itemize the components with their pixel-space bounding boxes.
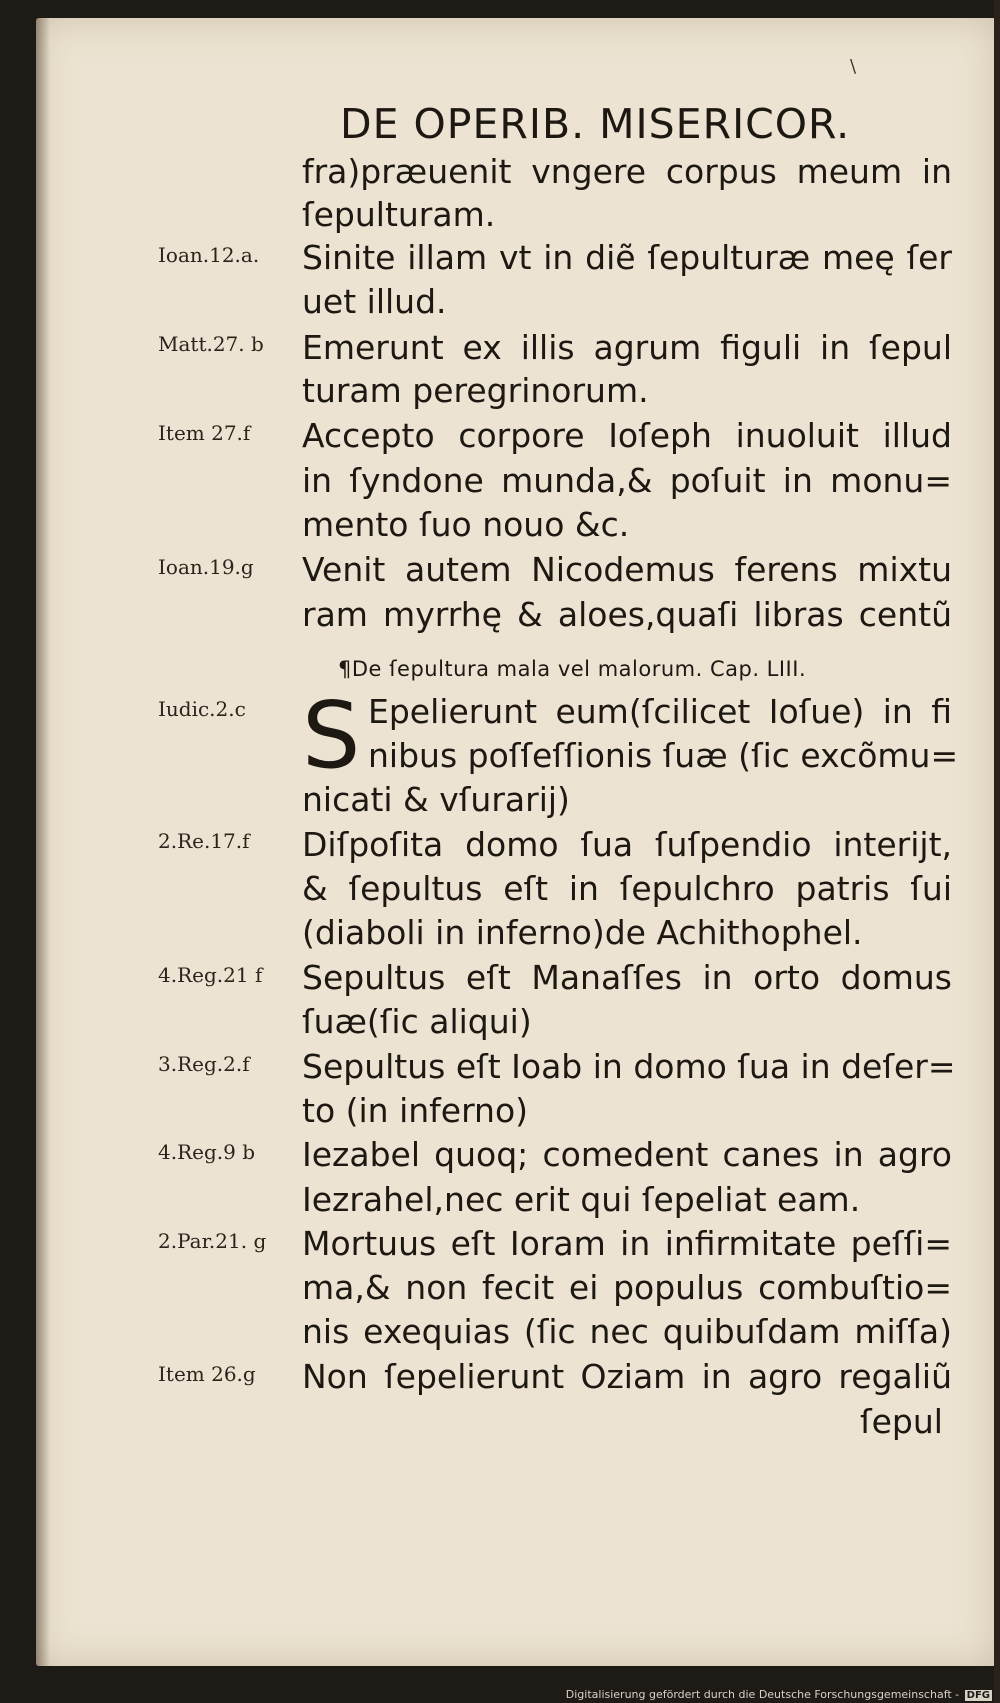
margin-reference: Ioan.19.g — [158, 555, 254, 579]
text-line: ma,& non fecit ei populus combuſtio= — [302, 1268, 952, 1307]
chapter-heading: ¶De ſepultura mala vel malorum. Cap. LIII. — [338, 657, 807, 681]
text-line: Accepto corpore Ioſeph inuoluit illud — [302, 416, 952, 455]
text-line: Diſpoſita domo ſua ſuſpendio interijt, — [302, 825, 952, 864]
text-line: in ſyndone munda,& poſuit in monu= — [302, 461, 952, 500]
margin-reference: Matt.27. b — [158, 332, 264, 356]
text-line: ſuæ(ſic aliqui) — [302, 1002, 532, 1041]
page-edge — [994, 0, 1000, 1703]
digitization-credit — [566, 1688, 992, 1701]
text-line: Mortuus eſt Ioram in infirmitate peſſi= — [302, 1224, 952, 1263]
text-line: (diaboli in inferno)de Achithophel. — [302, 913, 863, 952]
text-line: to (in inferno) — [302, 1091, 529, 1130]
marginal-mark: \ — [850, 56, 857, 77]
spine-shadow — [36, 18, 50, 1666]
text-line: Epelierunt eum(ſcilicet Ioſue) in fi — [368, 692, 952, 731]
margin-reference: 3.Reg.2.f — [158, 1052, 250, 1076]
text-line: Iezrahel,nec erit qui ſepeliat eam. — [302, 1180, 861, 1219]
text-line: mento ſuo nouo &c. — [302, 505, 630, 544]
text-line: uet illud. — [302, 282, 447, 321]
credit-text: Digitalisierung gefördert durch die Deutsche Forschungsgemeinschaft - — [565, 1688, 960, 1701]
margin-reference: 4.Reg.21 f — [158, 963, 263, 987]
text-line: Sepultus eſt Ioab in domo ſua in deſer= — [302, 1047, 956, 1086]
text-line: turam peregrinorum. — [302, 371, 649, 410]
running-title: DE OPERIB. MISERICOR. — [340, 100, 851, 148]
text-line: Non ſepelierunt Oziam in agro regaliũ — [302, 1357, 952, 1396]
text-line: Iezabel quoq; comedent canes in agro — [302, 1135, 952, 1174]
margin-reference: 4.Reg.9 b — [158, 1140, 256, 1164]
margin-reference: Iudic.2.c — [158, 697, 246, 721]
text-line: Venit autem Nicodemus ferens mixtu — [302, 550, 952, 589]
margin-reference: Item 26.g — [158, 1362, 256, 1386]
text-line: Emerunt ex illis agrum figuli in ſepul — [302, 328, 952, 367]
catchword: ſepul — [860, 1402, 943, 1441]
text-line: & ſepultus eſt in ſepulchro patris ſui — [302, 869, 952, 908]
text-line: Sinite illam vt in diẽ ſepulturæ meę ſer — [302, 238, 952, 277]
text-line: nis exequias (ſic nec quibuſdam miſſa) — [302, 1312, 952, 1351]
margin-reference: 2.Par.21. g — [158, 1229, 267, 1253]
margin-reference: Ioan.12.a. — [158, 243, 260, 267]
drop-cap-initial: S — [302, 682, 361, 789]
dfg-logo: DFG — [966, 1690, 990, 1701]
text-line: nibus poſſeſſionis ſuæ (ſic excõmu= — [368, 736, 959, 775]
text-line: ram myrrhę & aloes,quaſi libras centũ — [302, 595, 952, 634]
text-line: ſepulturam. — [302, 195, 496, 234]
text-line: Sepultus eſt Manaſſes in orto domus — [302, 958, 952, 997]
text-line: fra)præuenit vngere corpus meum in — [302, 152, 952, 191]
margin-reference: 2.Re.17.f — [158, 829, 250, 853]
margin-reference: Item 27.f — [158, 421, 251, 445]
text-line: nicati & vſurarij) — [302, 780, 570, 819]
